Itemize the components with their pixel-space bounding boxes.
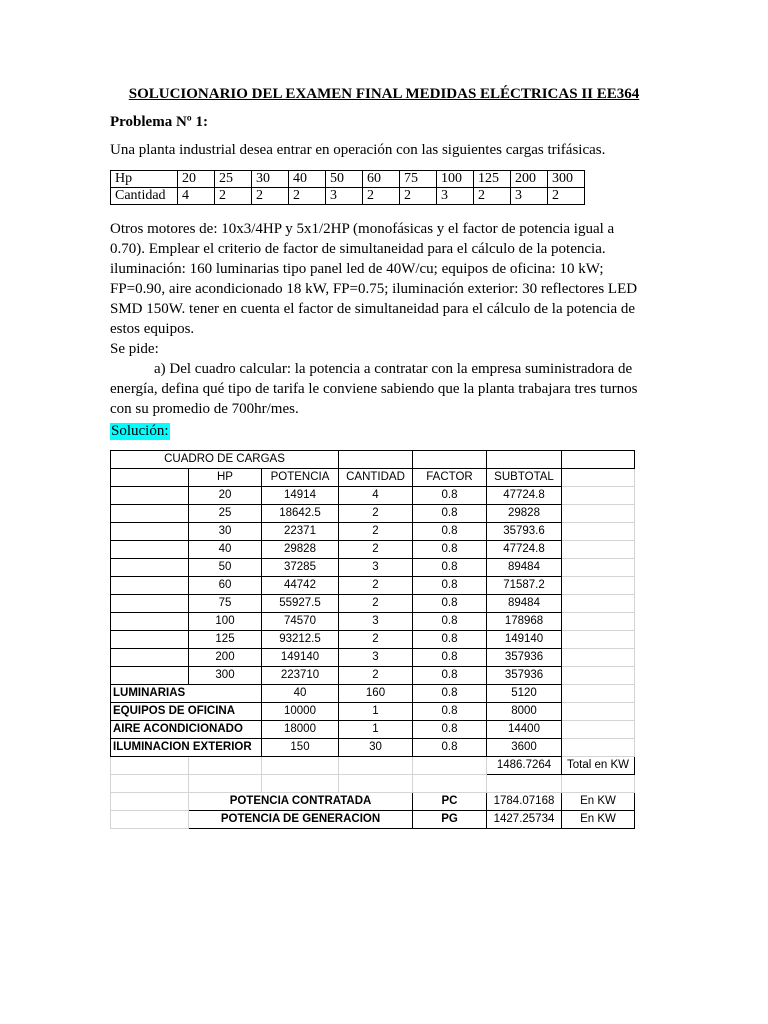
load-value-cell: 8000 (487, 703, 562, 721)
hp-value-cell: 125 (474, 171, 511, 188)
table-cell (413, 451, 487, 469)
table-cell (413, 757, 487, 775)
table-row (111, 685, 635, 703)
summary-label-cell: POTENCIA DE GENERACION (189, 811, 413, 829)
hp-value-cell: 30 (252, 171, 289, 188)
table-cell (487, 451, 562, 469)
motor-cell: 3 (339, 613, 413, 631)
motor-cell: 0.8 (413, 559, 487, 577)
load-value-cell: 14400 (487, 721, 562, 739)
motor-cell: 35793.6 (487, 523, 562, 541)
table-row (111, 757, 635, 775)
table-cell (111, 469, 189, 487)
load-value-cell: 5120 (487, 685, 562, 703)
motor-cell: 22371 (262, 523, 339, 541)
cantidad-value-cell: 2 (474, 188, 511, 205)
motor-cell: 40 (189, 541, 262, 559)
summary-unit-cell: En KW (562, 793, 635, 811)
table-cell (562, 649, 635, 667)
table-cell (111, 577, 189, 595)
se-pide-label: Se pide: (110, 341, 159, 357)
load-value-cell: 10000 (262, 703, 339, 721)
hp-value-cell: 75 (400, 171, 437, 188)
table-cell (413, 775, 487, 793)
load-value-cell: 0.8 (413, 739, 487, 757)
table-cell (562, 685, 635, 703)
table-cell (562, 721, 635, 739)
column-header: SUBTOTAL (487, 469, 562, 487)
table-row (111, 577, 635, 595)
load-value-cell: 150 (262, 739, 339, 757)
paragraph-line: estos equipos. (110, 321, 195, 337)
part-a-line: a) Del cuadro calcular: la potencia a contratar con la empresa suministradora de (154, 361, 633, 377)
motor-cell: 2 (339, 523, 413, 541)
motor-cell: 47724.8 (487, 487, 562, 505)
motor-cell: 2 (339, 577, 413, 595)
table-row (111, 721, 635, 739)
table-row (111, 595, 635, 613)
table-row (111, 631, 635, 649)
table-row (111, 487, 635, 505)
hp-value-cell: 20 (178, 171, 215, 188)
table-cell (111, 559, 189, 577)
load-value-cell: 0.8 (413, 703, 487, 721)
table-row (111, 541, 635, 559)
table-cell (562, 577, 635, 595)
motor-cell: 30 (189, 523, 262, 541)
part-a-line: con su promedio de 700hr/mes. (110, 401, 299, 417)
table-row (111, 811, 635, 829)
cantidad-row-label: Cantidad (111, 188, 178, 205)
problem-description (110, 219, 658, 339)
hp-value-cell: 50 (326, 171, 363, 188)
hp-table (110, 170, 585, 205)
load-value-cell: 18000 (262, 721, 339, 739)
paragraph-line: Otros motores de: 10x3/4HP y 5x1/2HP (monofásicas y el factor de potencia igual a (110, 221, 615, 237)
table-row (111, 451, 635, 469)
summary-code-cell: PG (413, 811, 487, 829)
table-row (111, 793, 635, 811)
summary-code-cell: PC (413, 793, 487, 811)
intro-text: Una planta industrial desea entrar en operación con las siguientes cargas trifásicas. (110, 142, 606, 158)
summary-unit-cell: En KW (562, 811, 635, 829)
load-name-cell: LUMINARIAS (111, 685, 262, 703)
table-cell (562, 613, 635, 631)
motor-cell: 0.8 (413, 487, 487, 505)
table-cell (562, 469, 635, 487)
table-row (111, 775, 635, 793)
load-value-cell: 40 (262, 685, 339, 703)
motor-cell: 20 (189, 487, 262, 505)
table-cell (562, 505, 635, 523)
table-cell (487, 775, 562, 793)
cantidad-value-cell: 3 (511, 188, 548, 205)
motor-cell: 3 (339, 649, 413, 667)
table-cell (111, 775, 189, 793)
table-cell (111, 667, 189, 685)
table-cell (111, 631, 189, 649)
summary-value-cell: 1427.25734 (487, 811, 562, 829)
hp-value-cell: 200 (511, 171, 548, 188)
motor-cell: 0.8 (413, 595, 487, 613)
load-value-cell: 1 (339, 703, 413, 721)
hp-value-cell: 300 (548, 171, 585, 188)
table-row (111, 469, 635, 487)
table-cell (111, 793, 189, 811)
motor-cell: 25 (189, 505, 262, 523)
table-cell (189, 757, 262, 775)
motor-cell: 74570 (262, 613, 339, 631)
problem-heading: Problema Nº 1: (110, 114, 208, 130)
paragraph-line: iluminación: 160 luminarias tipo panel led de 40W/cu; equipos de oficina: 10 kW; (110, 261, 604, 277)
motor-cell: 0.8 (413, 577, 487, 595)
table-cell (562, 703, 635, 721)
part-a-text (110, 359, 658, 419)
load-value-cell: 160 (339, 685, 413, 703)
cantidad-value-cell: 4 (178, 188, 215, 205)
load-value-cell: 1 (339, 721, 413, 739)
summary-value-cell: 1784.07168 (487, 793, 562, 811)
table-row (111, 613, 635, 631)
table-cell (339, 757, 413, 775)
hp-value-cell: 60 (363, 171, 400, 188)
load-name-cell: EQUIPOS DE OFICINA (111, 703, 262, 721)
cantidad-value-cell: 2 (289, 188, 326, 205)
hp-value-cell: 100 (437, 171, 474, 188)
hp-value-cell: 40 (289, 171, 326, 188)
total-label-cell: Total en KW (562, 757, 635, 775)
motor-cell: 89484 (487, 559, 562, 577)
column-header: FACTOR (413, 469, 487, 487)
cantidad-value-cell: 3 (326, 188, 363, 205)
total-value-cell: 1486.7264 (487, 757, 562, 775)
table-row (111, 649, 635, 667)
table-row (111, 703, 635, 721)
hp-row-label: Hp (111, 171, 178, 188)
paragraph-line: 0.70). Emplear el criterio de factor de simultaneidad para el cálculo de la potencia. (110, 241, 606, 257)
motor-cell: 14914 (262, 487, 339, 505)
motor-cell: 223710 (262, 667, 339, 685)
motor-cell: 71587.2 (487, 577, 562, 595)
cantidad-row (111, 188, 585, 205)
motor-cell: 0.8 (413, 523, 487, 541)
cantidad-value-cell: 2 (252, 188, 289, 205)
table-row (111, 505, 635, 523)
table-cell (339, 451, 413, 469)
motor-cell: 2 (339, 541, 413, 559)
motor-cell: 37285 (262, 559, 339, 577)
solucion-label: Solución: (111, 423, 169, 439)
column-header: CANTIDAD (339, 469, 413, 487)
table-cell (111, 505, 189, 523)
document-title: SOLUCIONARIO DEL EXAMEN FINAL MEDIDAS ELÉCTRICAS II EE364 (128, 86, 640, 102)
part-a-line: energía, defina qué tipo de tarifa le conviene sabiendo que la planta trabajara tres turnos (110, 381, 638, 397)
motor-cell: 125 (189, 631, 262, 649)
table-cell (111, 613, 189, 631)
table-cell (189, 775, 262, 793)
motor-cell: 0.8 (413, 631, 487, 649)
table-cell (562, 541, 635, 559)
motor-cell: 29828 (487, 505, 562, 523)
motor-cell: 75 (189, 595, 262, 613)
cantidad-value-cell: 2 (215, 188, 252, 205)
cantidad-value-cell: 2 (548, 188, 585, 205)
motor-cell: 149140 (262, 649, 339, 667)
load-name-cell: ILUMINACION EXTERIOR (111, 739, 262, 757)
table-cell (562, 451, 635, 469)
table-cell (111, 811, 189, 829)
motor-cell: 149140 (487, 631, 562, 649)
table-cell (562, 559, 635, 577)
motor-cell: 2 (339, 667, 413, 685)
table-cell (339, 775, 413, 793)
paragraph-line: FP=0.90, aire acondicionado 18 kW, FP=0.75; iluminación exterior: 30 reflectores LED (110, 281, 638, 297)
hp-value-cell: 25 (215, 171, 252, 188)
motor-cell: 2 (339, 631, 413, 649)
motor-cell: 357936 (487, 667, 562, 685)
motor-cell: 55927.5 (262, 595, 339, 613)
motor-cell: 89484 (487, 595, 562, 613)
motor-cell: 0.8 (413, 613, 487, 631)
table-cell (562, 631, 635, 649)
motor-cell: 100 (189, 613, 262, 631)
table-cell (562, 523, 635, 541)
sheet-title-cell: CUADRO DE CARGAS (111, 451, 339, 469)
cantidad-value-cell: 2 (400, 188, 437, 205)
motor-cell: 200 (189, 649, 262, 667)
load-name-cell: AIRE ACONDICIONADO (111, 721, 262, 739)
table-cell (111, 757, 189, 775)
column-header: POTENCIA (262, 469, 339, 487)
table-cell (111, 649, 189, 667)
load-spreadsheet (110, 450, 644, 855)
motor-cell: 357936 (487, 649, 562, 667)
table-cell (111, 487, 189, 505)
motor-cell: 29828 (262, 541, 339, 559)
motor-cell: 44742 (262, 577, 339, 595)
motor-cell: 0.8 (413, 505, 487, 523)
table-cell (562, 739, 635, 757)
motor-cell: 47724.8 (487, 541, 562, 559)
load-value-cell: 0.8 (413, 721, 487, 739)
hp-row (111, 171, 585, 188)
motor-cell: 178968 (487, 613, 562, 631)
table-row (111, 523, 635, 541)
motor-cell: 2 (339, 505, 413, 523)
motor-cell: 0.8 (413, 649, 487, 667)
motor-cell: 18642.5 (262, 505, 339, 523)
column-header: HP (189, 469, 262, 487)
motor-cell: 2 (339, 595, 413, 613)
motor-cell: 0.8 (413, 541, 487, 559)
table-row (111, 667, 635, 685)
table-cell (562, 667, 635, 685)
motor-cell: 0.8 (413, 667, 487, 685)
motor-cell: 4 (339, 487, 413, 505)
table-cell (262, 775, 339, 793)
motor-cell: 60 (189, 577, 262, 595)
table-cell (562, 487, 635, 505)
motor-cell: 3 (339, 559, 413, 577)
motor-cell: 50 (189, 559, 262, 577)
table-row (111, 559, 635, 577)
table-cell (562, 595, 635, 613)
table-cell (562, 775, 635, 793)
table-cell (111, 523, 189, 541)
paragraph-line: SMD 150W. tener en cuenta el factor de simultaneidad para el cálculo de la potencia de (110, 301, 636, 317)
load-value-cell: 0.8 (413, 685, 487, 703)
motor-cell: 93212.5 (262, 631, 339, 649)
cantidad-value-cell: 3 (437, 188, 474, 205)
table-cell (111, 595, 189, 613)
cantidad-value-cell: 2 (363, 188, 400, 205)
summary-label-cell: POTENCIA CONTRATADA (189, 793, 413, 811)
load-value-cell: 3600 (487, 739, 562, 757)
table-row (111, 739, 635, 757)
load-value-cell: 30 (339, 739, 413, 757)
cuadro-de-cargas-table (110, 450, 635, 829)
table-cell (262, 757, 339, 775)
table-cell (111, 541, 189, 559)
motor-cell: 300 (189, 667, 262, 685)
